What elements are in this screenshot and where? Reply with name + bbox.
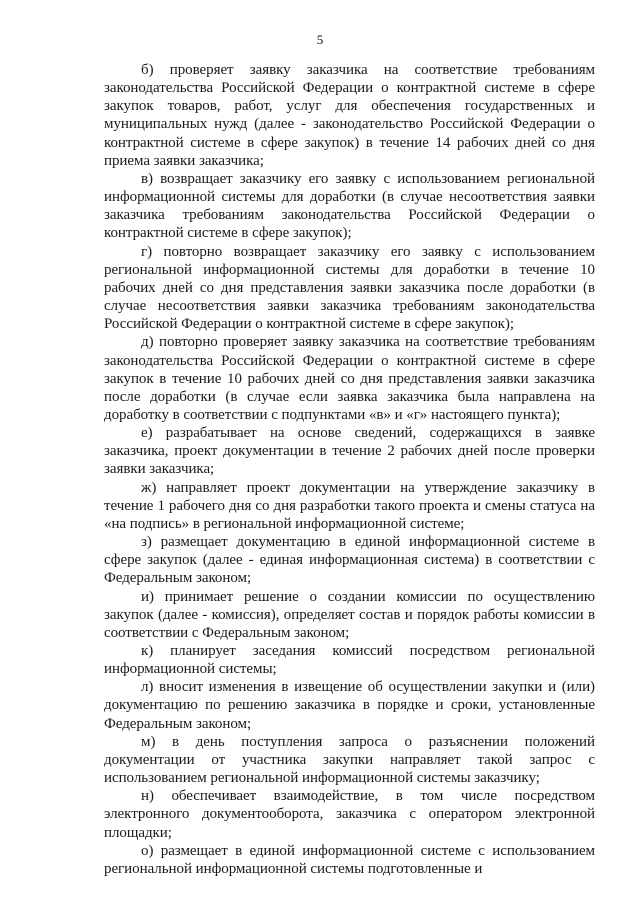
paragraph-n: н) обеспечивает взаимодействие, в том числе посредством электронного документооборота, заказчика с оператором электронной площадки;	[104, 788, 595, 841]
paragraph-d: д) повторно проверяет заявку заказчика на соответствие требованиям законодательства Российской Федерации о контрактной системе в сфере закупок в течение 10 рабочих дней со дня представления заявки заказчика после доработки (в случае если заявка заказчика была направлена на доработку в соответствии с подпунктами «в» и «г» настоящего пункта);	[104, 334, 595, 423]
paragraph-b: б) проверяет заявку заказчика на соответствие требованиям законодательства Российской Федерации о контрактной системе в сфере закупок товаров, работ, услуг для обеспечения государственных и муниципальных нужд (далее - законодательство Российской Федерации о контрактной системе в сфере закупок) в течение 14 рабочих дней со дня приема заявки заказчика;	[104, 62, 595, 169]
paragraph-z: з) размещает документацию в единой информационной системе в сфере закупок (далее - единая информационная система) в соответствии с Федеральным законом;	[104, 534, 595, 587]
page-number: 5	[316, 32, 324, 47]
document-body	[104, 61, 595, 878]
paragraph-e: е) разрабатывает на основе сведений, содержащихся в заявке заказчика, проект документации в течение 2 рабочих дней после проверки заявки заказчика;	[104, 425, 595, 478]
paragraph-o: о) размещает в единой информационной системе с использованием региональной информационной системы подготовленные и	[104, 842, 595, 877]
paragraph-k: к) планирует заседания комиссий посредством региональной информационной системы;	[104, 643, 595, 678]
paragraph-i: и) принимает решение о создании комиссии по осуществлению закупок (далее - комиссия), определяет состав и порядок работы комиссии в соответствии с Федеральным законом;	[104, 588, 595, 641]
paragraph-v: в) возвращает заказчику его заявку с использованием региональной информационной системы для доработки (в случае несоответствия заявки заказчика требованиям законодательства Российской Федерации о контрактной системе в сфере закупок);	[104, 170, 595, 242]
paragraph-l: л) вносит изменения в извещение об осуществлении закупки и (или) документацию по решению заказчика в порядке и сроки, установленные Федеральным законом;	[104, 679, 595, 732]
paragraph-g: г) повторно возвращает заказчику его заявку с использованием региональной информационной системы для доработки в течение 10 рабочих дней со дня представления заявки заказчика после доработки (в случае несоответствия заявки заказчика требованиям законодательства Российской Федерации о контрактной системе в сфере закупок);	[104, 243, 595, 333]
paragraph-m: м) в день поступления запроса о разъяснении положений документации от участника закупки направляет такой запрос с использованием региональной информационной системы заказчику;	[104, 733, 595, 787]
paragraph-zh: ж) направляет проект документации на утверждение заказчику в течение 1 рабочего дня со дня разработки такого проекта и смены статуса на «на подпись» в региональной информационной системе;	[104, 479, 595, 532]
